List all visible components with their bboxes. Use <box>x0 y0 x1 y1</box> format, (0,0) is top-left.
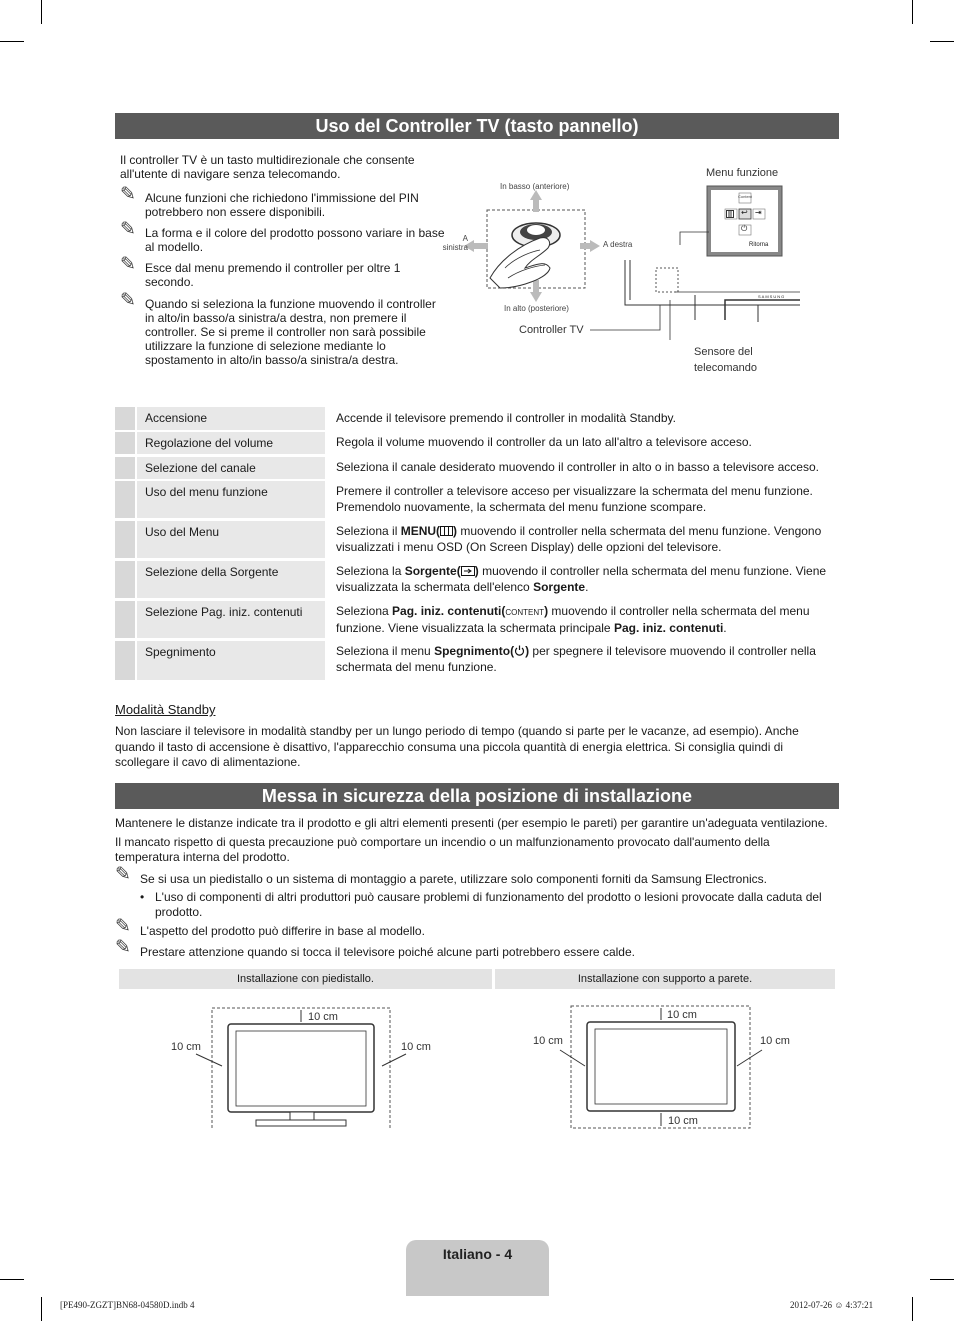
install-note-aspect: ✎ L'aspetto del prodotto può differire in base al modello. <box>115 915 425 938</box>
note-pencil-icon: ✎ <box>115 936 131 958</box>
install-p2: Il mancato rispetto di questa precauzione può comportare un incendio o un malfunzionamento provocato dall'aumento della temperatura interna del prodotto. <box>115 835 770 864</box>
table-label-contenuti: Selezione Pag. iniz. contenuti <box>137 601 325 638</box>
label-right: A destra <box>603 240 633 249</box>
note-pencil-icon: ✎ <box>115 863 131 885</box>
footer-date: 2012-07-26 ☺ 4:37:21 <box>790 1300 874 1310</box>
table-desc: Seleziona il MENU( ) muovendo il controller nella schermata del menu funzione. Vengono visualizzati i menu OSD (On Screen Display) delle opzioni del televisore. <box>336 524 822 554</box>
install-p1: Mantenere le distanze indicate tra il prodotto e gli altri elementi presenti (per esempio le pareti) per garantire un'adeguata ventilazione. <box>115 816 828 830</box>
crop-mark <box>0 41 24 42</box>
section-title-installation: Messa in sicurezza della posizione di installazione <box>115 783 839 809</box>
table-desc: Seleziona il menu Spegnimento( ) per spegnere il televisore muovendo il controller nella schermata del menu funzione. <box>336 644 816 674</box>
wall-label-top: 10 cm <box>667 1009 697 1021</box>
table-label-menu-funzione: Uso del menu funzione <box>137 481 325 518</box>
stand-label-right: 10 cm <box>401 1041 431 1053</box>
stand-label-left: 10 cm <box>171 1041 201 1053</box>
note-shape <box>120 218 445 254</box>
wall-label-right: 10 cm <box>760 1035 790 1047</box>
label-left: A sinistra <box>442 234 468 252</box>
note-pencil-icon: ✎ <box>120 183 136 205</box>
table-label-menu: Uso del Menu <box>137 521 325 558</box>
table-desc: Seleziona la Sorgente( ) muovendo il controller nella schermata del menu funzione. Viene visualizzata la schermata dell'elenco Sorgente. <box>336 564 827 594</box>
label-up: In alto (posteriore) <box>504 304 569 313</box>
source-icon <box>461 566 475 576</box>
note-text: Quando si seleziona la funzione muovendo il controller in alto/in basso/a sinistra/a destra, non premere il controller. Se si preme il controller non sarà possibile utilizzare la funzione di selezione mediante lo spostamento in alto/in basso/a sinistra/a destra. <box>145 297 436 367</box>
table-side <box>115 521 135 558</box>
standby-text: Non lasciare il televisore in modalità standby per un lungo periodo di tempo (quando si parte per le vacanze, ad esempio). Anche quando il tasto di accensione è disattivo, l'apparecchio consuma una piccola quantità di energia elettrica. Si consiglia quindi di scollegare il cavo di alimentazione. <box>115 724 799 769</box>
table-side <box>115 481 135 518</box>
intro-text: Il controller TV è un tasto multidirezionale che consente all'utente di navigare senza telecomando. <box>120 153 415 181</box>
return-icon: ↩ <box>741 208 748 217</box>
table-desc: Premere il controller a televisore acceso per visualizzare la schermata del menu funzione. Premendolo nuovamente, la schermata del menu funzione scompare. <box>336 484 813 514</box>
label-sensore: Sensore del telecomando <box>694 346 757 374</box>
wall-label-left: 10 cm <box>533 1035 563 1047</box>
power-icon <box>514 645 525 656</box>
table-side <box>115 432 135 454</box>
power-icon: ⏻ <box>741 224 748 233</box>
source-icon: ⇥ <box>755 208 762 217</box>
table-side <box>115 601 135 638</box>
note-text: Esce dal menu premendo il controller per oltre 1 secondo. <box>145 261 401 289</box>
label-menu-funzione: Menu funzione <box>706 167 779 179</box>
table-side <box>115 641 135 680</box>
table-side <box>115 407 135 430</box>
table-side <box>115 457 135 479</box>
install-wall-header: Installazione con supporto a parete. <box>495 969 835 989</box>
note-pencil-icon: ✎ <box>115 915 131 937</box>
table-desc: Seleziona il canale desiderato muovendo il controller in alto o in basso a televisore acceso. <box>336 460 819 474</box>
label-controller-tv: Controller TV <box>519 324 584 336</box>
note-pin <box>120 183 445 219</box>
table-label-sorgente: Selezione della Sorgente <box>137 561 325 598</box>
standby-title: Modalità Standby <box>115 702 216 717</box>
footer-file: [PE490-ZGZT]BN68-04580D.indb 4 <box>60 1300 195 1310</box>
table-label-canale: Selezione del canale <box>137 457 325 479</box>
note-text: Alcune funzioni che richiedono l'immissione del PIN potrebbero non essere disponibili. <box>145 191 419 219</box>
crop-mark <box>41 0 42 24</box>
stand-label-top: 10 cm <box>308 1011 338 1023</box>
menu-icon <box>440 526 453 536</box>
page-number: Italiano - 4 <box>442 1246 513 1262</box>
table-label-volume: Regolazione del volume <box>137 432 325 454</box>
note-pencil-icon: ✎ <box>120 289 136 311</box>
install-note-samsung: ✎ Se si usa un piedistallo o un sistema di montaggio a parete, utilizzare solo componenti forniti da Samsung Electronics. <box>115 863 768 886</box>
install-note-hot: ✎ Prestare attenzione quando si tocca il televisore poiché alcune parti potrebbero essere calde. <box>115 936 635 959</box>
table-desc: Seleziona Pag. iniz. contenuti(CONTENT) muovendo il controller nella schermata del menu funzione. Viene visualizzata la schermata principale Pag. iniz. contenuti. <box>336 604 810 635</box>
wall-diagram <box>530 1000 800 1130</box>
label-down: In basso (anteriore) <box>500 182 570 191</box>
table-desc: Accende il televisore premendo il controller in modalità Standby. <box>336 411 676 425</box>
install-stand-header: Installazione con piedistallo. <box>119 969 492 989</box>
content-small-label: Content <box>738 194 753 199</box>
crop-mark <box>930 1279 954 1280</box>
crop-mark <box>912 0 913 24</box>
note-pencil-icon: ✎ <box>120 218 136 240</box>
crop-mark <box>41 1297 42 1321</box>
note-select <box>120 289 445 367</box>
note-exit <box>120 253 445 289</box>
install-bullet: • L'uso di componenti di altri produttori può causare problemi di funzionamento del prodotto o lesioni provocate dalla caduta del prodotto. <box>140 890 822 919</box>
menu-icon <box>726 210 734 218</box>
stand-diagram <box>160 1000 440 1130</box>
crop-mark <box>912 1297 913 1321</box>
note-pencil-icon: ✎ <box>120 253 136 275</box>
crop-mark <box>0 1279 24 1280</box>
crop-mark <box>930 41 954 42</box>
section-title-controller: Uso del Controller TV (tasto pannello) <box>115 113 839 139</box>
table-desc: Regola il volume muovendo il controller da un lato all'altro a televisore acceso. <box>336 435 752 449</box>
brand-label: SAMSUNG <box>758 294 786 299</box>
table-label-spegnimento: Spegnimento <box>137 641 325 680</box>
note-text: La forma e il colore del prodotto possono variare in base al modello. <box>145 226 445 254</box>
wall-label-bottom: 10 cm <box>668 1115 698 1127</box>
label-ritorna: Ritorna <box>749 242 769 248</box>
table-side <box>115 561 135 598</box>
content-icon: CONTENT <box>505 608 545 617</box>
table-label-accensione: Accensione <box>137 407 325 430</box>
